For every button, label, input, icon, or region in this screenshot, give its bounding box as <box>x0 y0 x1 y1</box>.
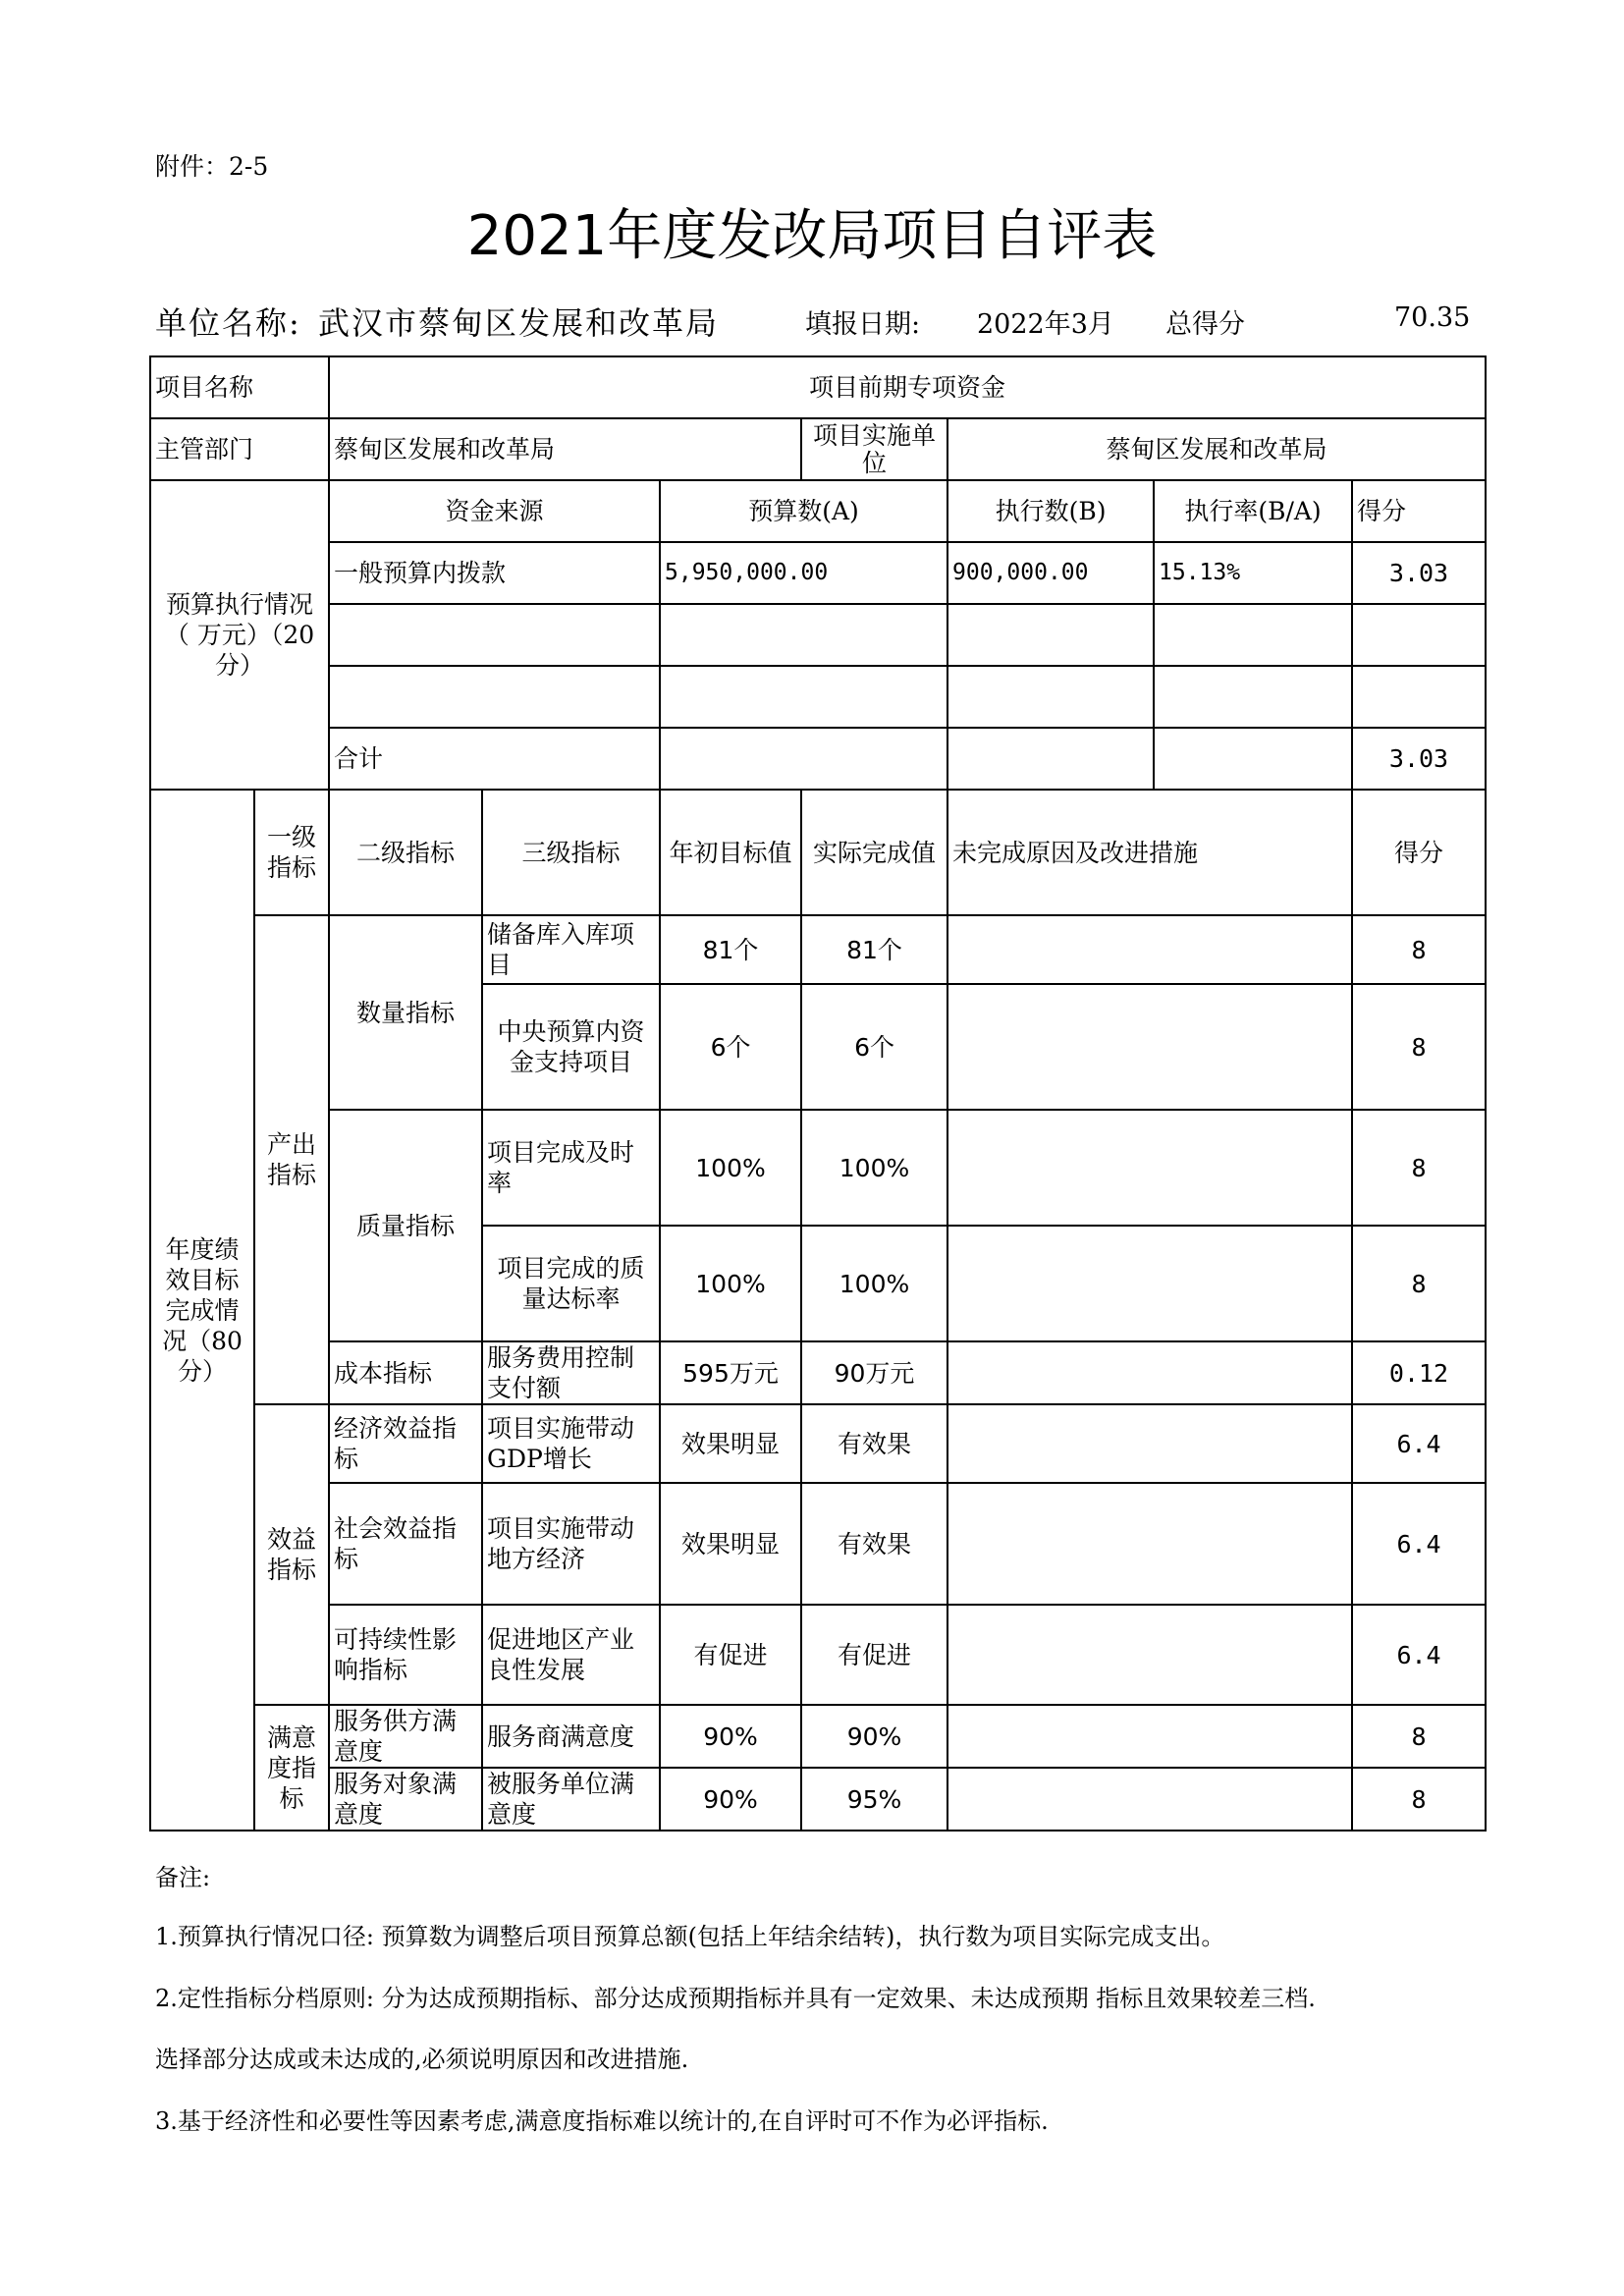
level3-indicator: 项目完成及时率 <box>482 1110 660 1226</box>
note-line: 3.基于经济性和必要性等因素考虑,满意度指标难以统计的,在自评时可不作为必评指标. <box>155 2107 1049 2135</box>
target-value: 595万元 <box>660 1341 801 1404</box>
reason-value <box>947 1768 1352 1831</box>
implementing-unit-value: 蔡甸区发展和改革局 <box>947 418 1486 480</box>
level3-indicator: 服务费用控制支付额 <box>482 1341 660 1404</box>
group-satisfaction: 满意度指标 <box>254 1705 329 1831</box>
executed-amount: 900,000.00 <box>947 542 1154 604</box>
actual-value: 100% <box>801 1226 947 1341</box>
indicator-row <box>150 1110 1486 1226</box>
department-row <box>150 418 1486 480</box>
indicator-row <box>150 1483 1486 1605</box>
indicator-row <box>150 1768 1486 1831</box>
level2-sustainability: 可持续性影响指标 <box>329 1605 482 1705</box>
indicator-score: 8 <box>1352 1768 1486 1831</box>
reason-value <box>947 1110 1352 1226</box>
execution-rate <box>1154 604 1352 666</box>
level2-provider-satisfaction: 服务供方满意度 <box>329 1705 482 1768</box>
actual-value: 100% <box>801 1110 947 1226</box>
indicator-row <box>150 1404 1486 1483</box>
indicator-score: 8 <box>1352 915 1486 984</box>
note-line: 1.预算执行情况口径: 预算数为调整后项目预算总额(包括上年结余结转)，执行数为项目实际完成支出。 <box>155 1923 1225 1950</box>
target-value: 有促进 <box>660 1605 801 1705</box>
execution-rate: 15.13% <box>1154 542 1352 604</box>
level2-header: 二级指标 <box>329 790 482 915</box>
project-name-value: 项目前期专项资金 <box>329 356 1486 418</box>
budget-source <box>329 604 660 666</box>
target-value: 100% <box>660 1110 801 1226</box>
reason-value <box>947 1404 1352 1483</box>
level3-indicator: 服务商满意度 <box>482 1705 660 1768</box>
reason-value <box>947 915 1352 984</box>
budget-source: 一般预算内拨款 <box>329 542 660 604</box>
total-score-value: 70.35 <box>1394 302 1471 333</box>
level1-header: 一级指标 <box>254 790 329 915</box>
indicator-score: 0.12 <box>1352 1341 1486 1404</box>
actual-value: 6个 <box>801 984 947 1110</box>
indicator-row <box>150 1341 1486 1404</box>
department-label: 主管部门 <box>150 418 329 480</box>
execution-rate <box>1154 666 1352 728</box>
target-value: 效果明显 <box>660 1404 801 1483</box>
indicator-row <box>150 1605 1486 1705</box>
reason-header: 未完成原因及改进措施 <box>947 790 1352 915</box>
indicator-score: 8 <box>1352 1110 1486 1226</box>
target-header: 年初目标值 <box>660 790 801 915</box>
project-name-row <box>150 356 1486 418</box>
target-value: 效果明显 <box>660 1483 801 1605</box>
group-output: 产出指标 <box>254 915 329 1404</box>
budget-row <box>150 542 1486 604</box>
indicator-score: 8 <box>1352 1226 1486 1341</box>
project-name-label: 项目名称 <box>150 356 329 418</box>
budget-amount <box>660 666 947 728</box>
level2-economic: 经济效益指标 <box>329 1404 482 1483</box>
indicator-row <box>150 915 1486 984</box>
indicator-row <box>150 1705 1486 1768</box>
actual-value: 81个 <box>801 915 947 984</box>
unit-name-value: 武汉市蔡甸区发展和改革局 <box>318 304 720 342</box>
executed-amount <box>947 604 1154 666</box>
target-value: 100% <box>660 1226 801 1341</box>
page-title: 2021年度发改局项目自评表 <box>466 204 1158 268</box>
indicator-score: 6.4 <box>1352 1404 1486 1483</box>
budget-score <box>1352 604 1486 666</box>
level2-quantity: 数量指标 <box>329 915 482 1110</box>
budget-header-row <box>150 480 1486 542</box>
budget-total-executed <box>947 728 1154 790</box>
budget-header-rate: 执行率(B/A) <box>1154 480 1352 542</box>
evaluation-table <box>149 355 1487 1831</box>
score-header: 得分 <box>1352 790 1486 915</box>
total-score-label: 总得分 <box>1165 309 1245 340</box>
budget-source <box>329 666 660 728</box>
budget-amount <box>660 604 947 666</box>
level3-indicator: 中央预算内资金支持项目 <box>482 984 660 1110</box>
unit-name-label: 单位名称: <box>155 304 301 342</box>
indicator-score: 6.4 <box>1352 1483 1486 1605</box>
target-value: 81个 <box>660 915 801 984</box>
budget-total-label: 合计 <box>329 728 660 790</box>
budget-amount: 5,950,000.00 <box>660 542 947 604</box>
reason-value <box>947 1341 1352 1404</box>
level2-target-satisfaction: 服务对象满意度 <box>329 1768 482 1831</box>
level3-indicator: 项目完成的质量达标率 <box>482 1226 660 1341</box>
level3-indicator: 项目实施带动地方经济 <box>482 1483 660 1605</box>
level2-quality: 质量指标 <box>329 1110 482 1341</box>
actual-value: 有效果 <box>801 1404 947 1483</box>
budget-header-budget: 预算数(A) <box>660 480 947 542</box>
target-value: 90% <box>660 1705 801 1768</box>
note-line: 选择部分达成或未达成的,必须说明原因和改进措施. <box>155 2046 689 2073</box>
budget-total-rate <box>1154 728 1352 790</box>
level3-indicator: 项目实施带动GDP增长 <box>482 1404 660 1483</box>
indicator-score: 8 <box>1352 1705 1486 1768</box>
performance-header-row <box>150 790 1486 915</box>
note-line: 2.定性指标分档原则: 分为达成预期指标、部分达成预期指标并具有一定效果、未达成预期 指标且效果较差三档. <box>155 1985 1316 2012</box>
budget-score <box>1352 666 1486 728</box>
target-value: 90% <box>660 1768 801 1831</box>
budget-header-score: 得分 <box>1352 480 1486 542</box>
level3-indicator: 储备库入库项目 <box>482 915 660 984</box>
reason-value <box>947 1705 1352 1768</box>
actual-value: 有促进 <box>801 1605 947 1705</box>
actual-value: 90% <box>801 1705 947 1768</box>
level2-cost: 成本指标 <box>329 1341 482 1404</box>
group-benefit: 效益指标 <box>254 1404 329 1705</box>
budget-header-executed: 执行数(B) <box>947 480 1154 542</box>
budget-header-source: 资金来源 <box>329 480 660 542</box>
budget-section-label: 预算执行情况（ 万元）（20分） <box>150 480 329 790</box>
actual-value: 90万元 <box>801 1341 947 1404</box>
budget-total-amount <box>660 728 947 790</box>
target-value: 6个 <box>660 984 801 1110</box>
budget-row <box>150 604 1486 666</box>
reason-value <box>947 984 1352 1110</box>
budget-total-score: 3.03 <box>1352 728 1486 790</box>
report-date-value: 2022年3月 <box>977 309 1114 340</box>
reason-value <box>947 1483 1352 1605</box>
level3-indicator: 促进地区产业良性发展 <box>482 1605 660 1705</box>
actual-header: 实际完成值 <box>801 790 947 915</box>
budget-total-row <box>150 728 1486 790</box>
actual-value: 有效果 <box>801 1483 947 1605</box>
attachment-label: 附件：2-5 <box>155 152 269 181</box>
indicator-score: 8 <box>1352 984 1486 1110</box>
report-date-label: 填报日期: <box>805 309 921 340</box>
performance-section-label: 年度绩效目标完成情况（80分） <box>150 790 254 1831</box>
notes-title: 备注: <box>155 1864 211 1891</box>
indicator-score: 6.4 <box>1352 1605 1486 1705</box>
level3-header: 三级指标 <box>482 790 660 915</box>
reason-value <box>947 1605 1352 1705</box>
reason-value <box>947 1226 1352 1341</box>
implementing-unit-label: 项目实施单位 <box>801 418 947 480</box>
level2-social: 社会效益指标 <box>329 1483 482 1605</box>
budget-score: 3.03 <box>1352 542 1486 604</box>
department-value: 蔡甸区发展和改革局 <box>329 418 801 480</box>
actual-value: 95% <box>801 1768 947 1831</box>
executed-amount <box>947 666 1154 728</box>
level3-indicator: 被服务单位满意度 <box>482 1768 660 1831</box>
budget-row <box>150 666 1486 728</box>
